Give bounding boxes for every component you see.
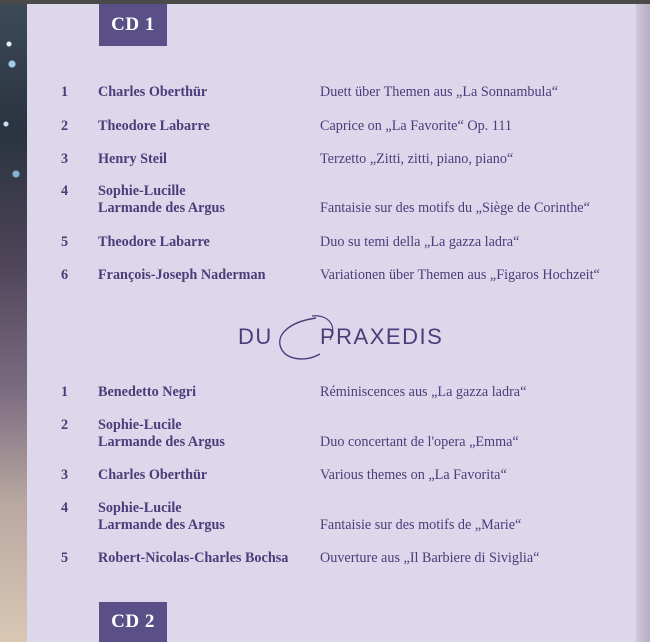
track-work: Fantaisie sur des motifs du „Siège de Corinthe“ [320, 200, 590, 216]
track-composer: Charles Oberthür [98, 467, 208, 483]
logo-text-du: DU [238, 324, 273, 349]
track-number: 4 [61, 500, 69, 516]
track-composer: Henry Steil [98, 151, 167, 167]
track-composer-line1: Sophie-Lucile [98, 417, 182, 433]
cd2-label: CD 2 [99, 602, 167, 642]
track-work: Fantaisie sur des motifs de „Marie“ [320, 517, 522, 533]
track-number: 5 [61, 234, 69, 250]
track-work: Ouverture aus „Il Barbiere di Siviglia“ [320, 550, 540, 566]
track-work: Terzetto „Zitti, zitti, piano, piano“ [320, 151, 514, 167]
track-composer-line2: Larmande des Argus [98, 200, 225, 216]
track-composer: Benedetto Negri [98, 384, 197, 400]
track-work: Duo su temi della „La gazza ladra“ [320, 234, 520, 250]
track-composer: François-Joseph Naderman [98, 267, 266, 283]
track-number: 3 [61, 467, 69, 483]
track-composer-line1: Sophie-Lucille [98, 183, 186, 199]
track-number: 1 [61, 384, 69, 400]
track-number: 6 [61, 267, 69, 283]
track-work: Duo concertant de l'opera „Emma“ [320, 434, 519, 450]
track-composer-line1: Sophie-Lucile [98, 500, 182, 516]
track-composer-line2: Larmande des Argus [98, 434, 225, 450]
track-work: Duett über Themen aus „La Sonnambula“ [320, 84, 559, 100]
logo-text-praxedis: PRAXEDIS [320, 324, 444, 349]
track-number: 2 [61, 118, 69, 134]
track-number: 2 [61, 417, 69, 433]
cover-photo-edge [0, 4, 27, 642]
track-composer: Theodore Labarre [98, 234, 210, 250]
track-composer: Theodore Labarre [98, 118, 210, 134]
track-work: Réminiscences aus „La gazza ladra“ [320, 384, 527, 400]
track-composer-line2: Larmande des Argus [98, 517, 225, 533]
track-number: 5 [61, 550, 69, 566]
track-work: Caprice on „La Favorite“ Op. 111 [320, 118, 512, 134]
duo-praxedis-logo [238, 310, 444, 360]
track-number: 3 [61, 151, 69, 167]
track-composer: Robert-Nicolas-Charles Bochsa [98, 550, 289, 566]
cd1-label: CD 1 [99, 4, 167, 46]
track-number: 1 [61, 84, 69, 100]
track-number: 4 [61, 183, 69, 199]
track-work: Variationen über Themen aus „Figaros Hochzeit“ [320, 267, 600, 283]
track-composer: Charles Oberthür [98, 84, 208, 100]
track-work: Various themes on „La Favorita“ [320, 467, 507, 483]
